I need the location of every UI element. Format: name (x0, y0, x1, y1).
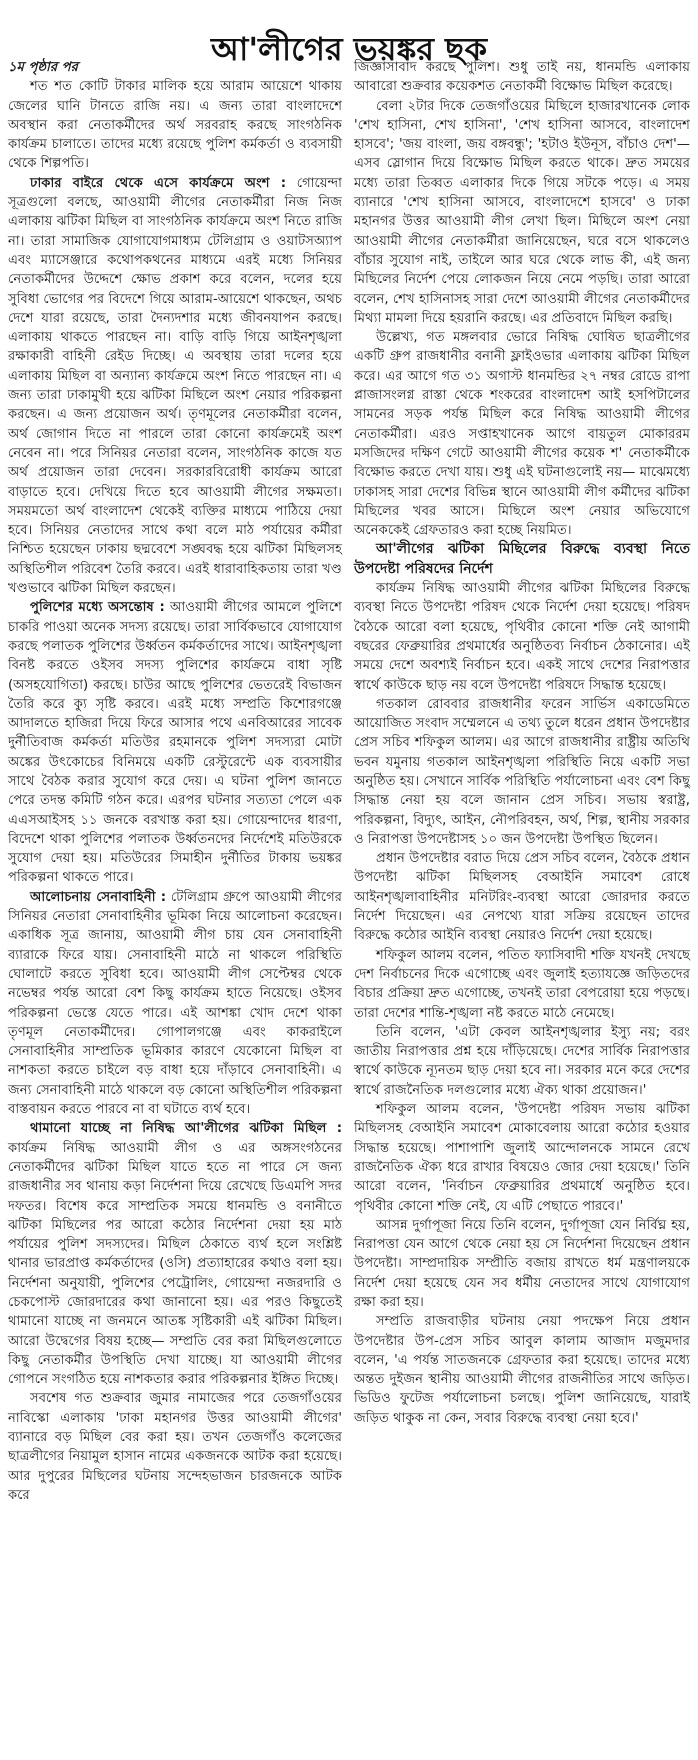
paragraph-text: গোয়েন্দা সূত্রগুলো বলছে, আওয়ামী লীগের নেতাকর্মীরা নিজ নিজ এলাকায় ঝটিকা মিছিল বা সাংগঠনিক কার্যক্রমে অংশ নিতে রাজি না। তারা সামাজিক যোগাযোগমাধ্যম টেলিগ্রাম ও ওয়াটসঅ্যাপ এবং ম্যাসেঞ্জারে কথোপকথনের মাধ্যমে এরই মধ্যে সিনিয়র নেতাকর্মীদের উদ্দেশে ক্ষোভ প্রকাশ করে বলেন, দলের হয়ে সুবিধা ভোগের পর বিদেশে গিয়ে আরাম-আয়েশে থাকছেন, অথচ দেশে যারা রয়েছে, তারা দৈন্যদশার মধ্যে জীবনযাপন করছে। এলাকায় থাকতে পারছেন না। বাড়ি বাড়ি গিয়ে আইনশৃঙ্খলা রক্ষাকারী বাহিনী রেইড দিচ্ছে। এ অবস্থায় তারা দলের হয়ে এলাকায় মিছিল বা অন্যান্য কার্যক্রমে অংশ নিতে পারছেন না। এ জন্য তারা ঢাকামুখী হয়ে ঝটিকা মিছিলে অংশ নেয়ার পরিকল্পনা করছেন। এ জন্য প্রয়োজন অর্থ। তৃণমূলের নেতাকর্মীরা বলেন, অর্থ জোগান দিতে না পারলে তারা কোনো কার্যক্রমেই অংশ নেবেন না। পরে সিনিয়র নেতারা বলেন, সাংগঠনিক কাজে যত অর্থ প্রয়োজন তারা দেবেন। সরকারবিরোধী কার্যক্রম আরো বাড়াতে হবে। দেখিয়ে দিতে হবে আওয়ামী লীগের সক্ষমতা। সময়মতো অর্থ বাংলাদেশ থেকেই ব্যক্তির মাধ্যমে পাঠিয়ে দেয়া হবে। সিনিয়র নেতাদের সাথে কথা বলে মাঠ পর্যায়ের কর্মীরা নিশ্চিত হয়েছেন ঢাকায় ছদ্মবেশে সঙ্ঘবদ্ধ হয়ে ঝটিকা মিছিলসহ অস্থিতিশীল পরিবেশ তৈরি করবে। এরই ধারাবাহিকতায় তারা খণ্ড খণ্ডভাবে ঝটিকা মিছিল করছেন। (8, 175, 343, 597)
article-paragraph (354, 1100, 690, 1216)
paragraph-text: কার্যক্রম নিষিদ্ধ আওয়ামী লীগ ও এর অঙ্গসংগঠনের নেতাকর্মীদের ঝটিকা মিছিল যাতে হতে না পারে সে জন্য রাজধানীর সব থানায় কড়া নির্দেশনা দিয়ে রেখেছে ডিএমপি সদর দফতর। বিশেষ করে সাম্প্রতিক সময়ে ধানমন্ডি ও বনানীতে ঝটিকা মিছিলের পর আরো কঠোর নির্দেশনা দেয়া হয় মাঠ পর্যায়ের পুলিশ সদস্যদের। মিছিল ঠেকাতে ব্যর্থ হলে সংশ্লিষ্ট থানার ভারপ্রাপ্ত কর্মকর্তাদের (ওসি) প্রত্যাহারের কথাও বলা হয়। নির্দেশনা অনুযায়ী, পুলিশের পেট্রোলিং, গোয়েন্দা নজরদারি ও চেকপোস্ট জোরদারের কথা জানানো হয়। এর পরও কিছুতেই থামানো যাচ্ছে না জনমনে আতঙ্ক সৃষ্টিকারী এই ঝটিকা মিছিল। আরো উদ্বেগের বিষয় হচ্ছে— সম্প্রতি বের করা মিছিলগুলোতে কিছু নেতাকর্মীর উপস্থিতি দেখা যাচ্ছে। যা আওয়ামী লীগের গোপনে সংগঠিত হয়ে নাশকতার করার পরিকল্পনার ইঙ্গিত দিচ্ছে। (8, 1140, 342, 1388)
paragraph-text: তিনি বলেন, 'এটা কেবল আইনশৃঙ্খলার ইস্যু নয়; বরং জাতীয় নিরাপত্তার প্রশ্ন হয়ে দাঁড়িয়েছে। দেশের সার্বিক নিরাপত্তার স্বার্থে কাউকে ন্যূনতম ছাড় দেয়া হবে না। সরকার মনে করে দেশের স্বার্থে রাজনৈতিক দলগুলোর মধ্যে ঐক্য থাকা প্রয়োজন।' (354, 1024, 690, 1098)
article-paragraph (354, 58, 690, 97)
paragraph-text: প্রধান উপদেষ্টার বরাত দিয়ে প্রেস সচিব বলেন, বৈঠকে প্রধান উপদেষ্টা ঝটিকা মিছিলসহ বেআইনি সমাবেশ রোধে আইনশৃঙ্খলাবাহিনীর মনিটরিং-ব্যবস্থা আরো জোরদার করতে নির্দেশ দিয়েছেন। এর নেপথ্যে যারা সক্রিয় রয়েছেন তাদের বিরুদ্ধে কঠোর আইনি ব্যবস্থা নেয়ারও নির্দেশ দেয়া হয়েছে। (354, 851, 690, 944)
article-paragraph (354, 946, 690, 1023)
article-paragraph (8, 598, 342, 887)
article-paragraph (354, 1216, 690, 1312)
paragraph-lead: থামানো যাচ্ছে না নিষিদ্ধ আ'লীগের ঝটিকা মিছিল : (30, 1121, 342, 1137)
article-paragraph (354, 328, 690, 540)
paragraph-lead: আলোচনায় সেনাবাহিনী : (30, 889, 167, 905)
article-paragraph (354, 1023, 690, 1100)
article-paragraph (354, 849, 690, 945)
article-paragraph (8, 77, 342, 173)
article-column-left (8, 58, 342, 1505)
paragraph-text: আওয়ামী লীগের আমলে পুলিশে চাকরি পাওয়া অনেক সদস্য রয়েছে। তারা সার্বিকভাবে যোগাযোগ করছে পলাতক পুলিশের উর্ধ্বতন কর্মকর্তাদের সাথে। আইনশৃঙ্খলা বিনষ্ট করতে ওইসব সদস্য পুলিশের কার্যক্রমে বাধা সৃষ্টি (অসহযোগিতা) করছে। চাউর আছে পুলিশের ভেতরেই বিভাজন তৈরি করে ক্যু সৃষ্টি করবে। এরই মধ্যে সম্প্রতি কিশোরগঞ্জে আদালতে হাজিরা দিয়ে ফিরে আসার পথে এনবিআরের সাবেক দুর্নীতিবাজ কর্মকর্তা মতিউর রহমানকে পুলিশ সদস্যরা মোটা অঙ্কের উৎকোচের বিনিময়ে একটি রেস্টুরেন্টে এক ব্যবসায়ীর সাথে বৈঠক করার সুযোগ করে দেয়। এ ঘটনা পুলিশ জানতে পেরে তদন্ত কমিটি গঠন করে। এরপর ঘটনার সত্যতা পেলে এক এএসআইসহ ১১ জনকে বরখাস্ত করা হয়। গোয়েন্দাদের ধারণা, বিদেশে থাকা পুলিশের পলাতক উর্ধ্বতনদের নির্দেশেই মতিউরকে সুযোগ দেয়া হয়। মতিউরের সিমাহীন দুর্নীতির টাকায় ভয়ঙ্কর পরিকল্পনা থাকতে পারে। (8, 600, 342, 886)
paragraph-text: কার্যক্রম নিষিদ্ধ আওয়ামী লীগের ঝটিকা মিছিলের বিরুদ্ধে ব্যবস্থা নিতে উপদেষ্টা পরিষদ থেকে নির্দেশ দেয়া হয়েছে। পরিষদ বৈঠকে আরো বলা হয়েছে, পৃথিবীর কোনো শক্তি নেই আগামী বছরের ফেব্রুয়ারির প্রথমার্ধের অনুষ্ঠিতব্য নির্বাচন ঠেকানোর। এই সময়ে দেশে অবশ্যই নির্বাচন হবে। একই সাথে দেশের নিরাপত্তার স্বার্থে কাউকে ছাড় নয় বলে উপদেষ্টা পরিষদে সিদ্ধান্ত হয়েছে। (354, 581, 690, 693)
paragraph-text: জিজ্ঞাসাবাদ করছে পুলিশ। শুধু তাই নয়, ধানমন্ডি এলাকায় আবারো শুক্রবার কয়েকশত নেতাকর্মী বিক্ষোভ মিছিল করেছে। (354, 60, 690, 95)
article-paragraph (354, 97, 690, 329)
paragraph-text: টেলিগ্রাম গ্রুপে আওয়ামী লীগের সিনিয়র নেতারা সেনাবাহিনীর ভূমিকা নিয়ে আলোচনা করেছেন। একাধিক সূত্র জানায়, আওয়ামী লীগ চায় যেন সেনাবাহিনী ব্যারাকে ফিরে যায়। সেনাবাহিনী মাঠে না থাকলে পরিস্থিতি ঘোলাটে করতে সুবিধা হবে। আওয়ামী লীগ সেপ্টেম্বর থেকে নভেম্বর পর্যন্ত আরো বেশ কিছু কার্যক্রম হাতে নিয়েছে। ওইসব পরিকল্পনা ভেস্তে যেতে পারে। এই আশঙ্কা খোদ দেশে থাকা তৃণমূল নেতাকর্মীদের। গোপালগঞ্জে এবং কাকরাইলে সেনাবাহিনীর সাম্প্রতিক ভূমিকার কারণে যেকোনো মিছিল বা নাশকতা করতে চাইলে বড় বাধা হয়ে দাঁড়াবে সেনাবাহিনী। এ জন্য সেনাবাহিনী মাঠে থাকলে বড় কোনো অস্থিতিশীল পরিকল্পনা বাস্তবায়ন করতে পারবে না বা ঘটাতে ব্যর্থ হবে। (8, 889, 342, 1118)
article-paragraph (354, 695, 690, 849)
continued-from-label: ১ম পৃষ্ঠার পর (8, 60, 78, 75)
paragraph-text: উল্লেখ্য, গত মঙ্গলবার ভোরে নিষিদ্ধ ঘোষিত ছাত্রলীগের একটি গ্রুপ রাজধানীর বনানী ফ্লাইওভার এলাকায় ঝটিকা মিছিল করে। এর আগে গত ৩১ অগাস্ট ধানমন্ডির ২৭ নম্বর রোডে রাপা প্লাজাসংলগ্ন রাস্তা থেকে শংকরের বাংলাদেশ আই হসপিটালের সামনের সড়ক পর্যন্ত মিছিল করে নিষিদ্ধ আওয়ামী লীগের নেতাকর্মীরা। এরও সপ্তাহখানেক আগে বায়তুল মোকাররম মসজিদের দক্ষিণ গেটে আওয়ামী লীগের কয়েক শ' নেতাকর্মীকে বিক্ষোভ করতে দেখা যায়। শুধু এই ঘটনাগুলোই নয়— মাঝেমধ্যে ঢাকাসহ সারা দেশের বিভিন্ন স্থানে আওয়ামী লীগ কর্মীদের ঝটিকা মিছিলের খবর আসে। মিছিলে অংশ নেয়ার অভিযোগে অনেককেই গ্রেফতারও করা হচ্ছে নিয়মিত। (354, 330, 690, 539)
article-paragraph (8, 1119, 342, 1389)
paragraph-text: শফিকুল আলম বলেন, পতিত ফ্যাসিবাদী শক্তি যখনই দেখছে দেশ নির্বাচনের দিকে এগোচ্ছে এবং জুলাই হত্যাযজ্ঞে জড়িতদের বিচার প্রক্রিয়া দ্রুত এগোচ্ছে, তখনই তারা বেপরোয়া হয়ে পড়ছে। তারা দেশের শান্তি-শৃঙ্খলা নষ্ট করতে মাঠে নেমেছে। (354, 947, 690, 1021)
paragraph-text: সবশেষ গত শুক্রবার জুমার নামাজের পরে তেজগাঁওয়ের নাবিস্কো এলাকায় 'ঢাকা মহানগর উত্তর আওয়ামী লীগের' ব্যানারে বড় মিছিল বের করা হয়। তখন তেজগাঁও কলেজের ছাত্রলীগের নিয়ামুল হাসান নামের একজনকে আটক করা হয়েছে। আর দুপুরের মিছিলের ঘটনায় সন্দেহভাজন চারজনকে আটক করে (8, 1391, 342, 1503)
subheading: আ'লীগের ঝটিকা মিছিলের বিরুদ্ধে ব্যবস্থা নিতে উপদেষ্টা পরিষদের নির্দেশ (354, 541, 690, 577)
paragraph-lead: ঢাকার বাইরে থেকে এসে কার্যক্রমে অংশ : (30, 175, 286, 191)
article-paragraph (354, 579, 690, 695)
article-paragraph (354, 1312, 690, 1428)
article-paragraph (8, 888, 342, 1120)
paragraph-text: বেলা ২টার দিকে তেজগাঁওয়ের মিছিলে হাজারখানেক লোক 'শেখ হাসিনা, শেখ হাসিনা', 'শেখ হাসিনা আসবে, বাংলাদেশ হাসবে'; 'জয় বাংলা, জয় বঙ্গবন্ধু'; 'হটাও ইউনূস, বাঁচাও দেশ'— এসব স্লোগান দিয়ে বিক্ষোভ মিছিল করতে থাকে। দ্রুত সময়ের মধ্যে তারা তিব্বত এলাকার দিকে গিয়ে সটকে পড়ে। এ সময় ব্যানারে 'শেখ হাসিনা আসবে, বাংলাদেশে হাসবে' ও ঢাকা মহানগর উত্তর আওয়ামী লীগ লেখা ছিল। মিছিলে অংশ নেয়া আওয়ামী লীগের নেতাকর্মীরা জানিয়েছেন, ঘরে বসে থাকলেও বাঁচার সুযোগ নাই, তাইলে আর ঘরে থেকে লাভ কী, এই জন্য মিছিলের নির্দেশ পেয়ে লোকজন নিয়ে নেমে পড়ছি। তারা আরো বলেন, শেখ হাসিনাসহ সারা দেশে আওয়ামী লীগের নেতাকর্মীদের মিথ্যা মামলা দিয়ে হয়রানি করছে। এর প্রতিবাদে মিছিল করছি। (354, 98, 690, 326)
paragraph-text: সম্প্রতি রাজবাড়ীর ঘটনায় নেয়া পদক্ষেপ নিয়ে প্রধান উপদেষ্টার উপ-প্রেস সচিব আবুল কালাম আজাদ মজুমদার বলেন, 'এ পর্যন্ত সাতজনকে গ্রেফতার করা হয়েছে। তাদের মধ্যে অন্তত দুইজন স্থানীয় আওয়ামী লীগের রাজনীতির সাথে জড়িত। ভিডিও ফুটেজ পর্যালোচনা চলছে। পুলিশ জানিয়েছে, যারাই জড়িত থাকুক না কেন, সবার বিরুদ্ধে ব্যবস্থা নেয়া হবে।' (354, 1314, 690, 1426)
article-paragraph (8, 1389, 342, 1505)
paragraph-text: শফিকুল আলম বলেন, 'উপদেষ্টা পরিষদ সভায় ঝটিকা মিছিলসহ বেআইনি সমাবেশ মোকাবেলায় আরো কঠোর হওয়ার সিদ্ধান্ত হয়েছে। পাশাপাশি জুলাই আন্দোলনকে সামনে রেখে রাজনৈতিক ঐক্য ধরে রাখার বিষয়েও জোর দেয়া হয়েছে।' তিনি আরো বলেন, 'নির্বাচন ফেব্রুয়ারির প্রথমার্ধে অনুষ্ঠিত হবে। পৃথিবীর কোনো শক্তি নেই, যে এটি পেছাতে পারবে।' (354, 1102, 690, 1214)
article-paragraph (8, 174, 342, 599)
headline: আ'লীগের ভয়ঙ্কর ছক (211, 30, 487, 69)
paragraph-text: আসন্ন দুর্গাপূজা নিয়ে তিনি বলেন, দুর্গাপূজা যেন নির্বিঘ্ন হয়, নিরাপত্তা যেন আগে থেকে নেয়া হয় সে নির্দেশনা দিয়েছেন প্রধান উপদেষ্টা। সাম্প্রদায়িক সম্প্রীতি বজায় রাখতে ধর্ম মন্ত্রণালয়কে নির্দেশ দেয়া হয়েছে যেন সব ধর্মীয় নেতাদের সাথে যোগাযোগ রক্ষা করা হয়। (354, 1217, 690, 1310)
paragraph-text: গতকাল রোববার রাজধানীর ফরেন সার্ভিস একাডেমিতে আয়োজিত সংবাদ সম্মেলনে এ তথ্য তুলে ধরেন প্রধান উপদেষ্টার প্রেস সচিব শফিকুল আলম। এর আগে রাজধানীর রাষ্ট্রীয় অতিথি ভবন যমুনায় গতকাল আইনশৃঙ্খলা পরিস্থিতি নিয়ে একটি সভা অনুষ্ঠিত হয়। সেখানে সার্বিক পরিস্থিতি পর্যালোচনা এবং বেশ কিছু সিদ্ধান্ত নেয়া হয় বলে জানান প্রেস সচিব। সভায় স্বরাষ্ট্র, পরিকল্পনা, বিদ্যুৎ, আইন, নৌপরিবহন, অর্থ, শিল্প, স্থানীয় সরকার ও নিরাপত্তা উপদেষ্টাসহ ১০ জন উপদেষ্টা উপস্থিত ছিলেন। (354, 696, 690, 847)
paragraph-lead: পুলিশের মধ্যে অসন্তোষ : (30, 600, 165, 616)
article-column-right (354, 58, 690, 1428)
paragraph-text: শত শত কোটি টাকার মালিক হয়ে আরাম আয়েশে থাকায় জেলের ঘানি টানতে রাজি নয়। এ জন্য তারা বাংলাদেশে অবস্থান করা নেতাকর্মীদের অর্থ সরবরাহ করছে সাংগঠনিক কার্যক্রম চালাতে। তাদের মধ্যে রয়েছে পুলিশ কর্মকর্তা ও ব্যবসায়ী থেকে শিল্পপতি। (8, 79, 342, 172)
